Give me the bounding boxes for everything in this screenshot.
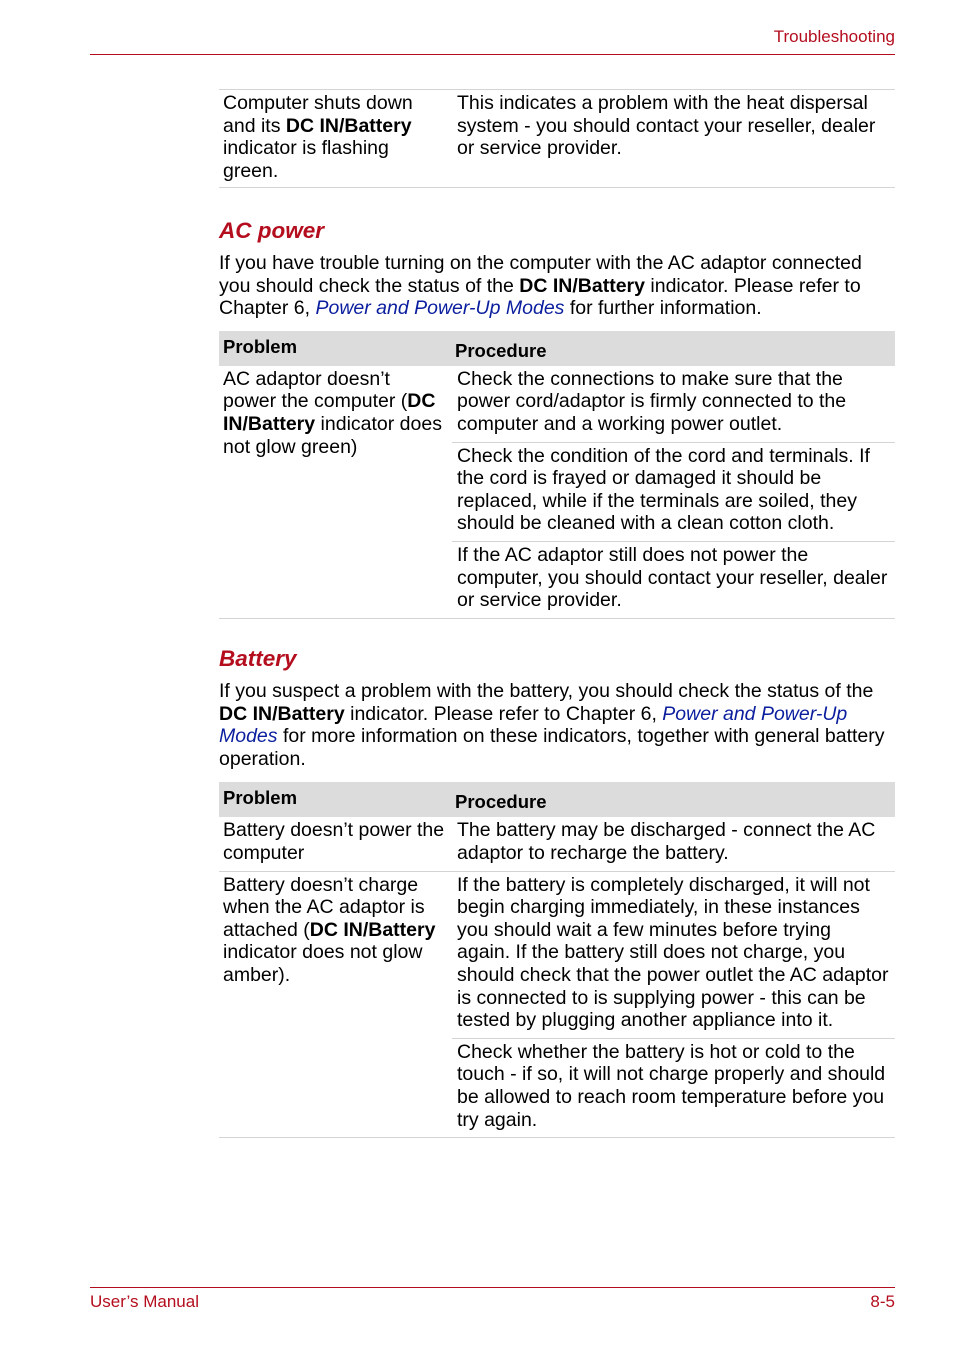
indicator-name: DC IN/Battery: [219, 702, 345, 725]
section-heading-battery: Battery: [219, 646, 297, 671]
problem-cell: [219, 90, 452, 188]
column-header-procedure: Procedure: [452, 782, 895, 817]
problem-text: indicator does not glow green): [223, 412, 442, 458]
intro-text: indicator. Please refer to Chapter 6,: [344, 702, 663, 725]
problem-cell: [219, 871, 452, 1138]
indicator-name: DC IN/Battery: [223, 390, 436, 435]
procedure-cell: Check whether the battery is hot or cold to the touch - if so, it will not charge properly and should be allowed to reach room temperature before you try again.: [452, 1038, 895, 1137]
footer-rule: [90, 1287, 895, 1288]
procedure-cell: If the battery is completely discharged, it will not begin charging immediately, in these instances you should wait a few minutes before trying again. If the battery still does not charge, you should check that the power outlet the AC adaptor is connected to is supplying power - this can be tested by plugging another appliance into it.: [457, 873, 889, 1032]
page-number: 8-5: [870, 1292, 895, 1311]
problem-text: indicator does not glow amber).: [223, 941, 423, 986]
table-header-row: [219, 331, 895, 366]
battery-table: [219, 782, 895, 1138]
table-row: [219, 871, 895, 1038]
intro-text: indicator. Please refer to Chapter 6,: [219, 274, 861, 320]
problem-text: Battery doesn’t charge when the AC adaptor is attached (: [223, 873, 425, 941]
column-header-problem: Problem: [219, 331, 452, 366]
table-row: [219, 817, 895, 871]
column-header-procedure: Procedure: [452, 331, 895, 366]
problem-text: indicator is flashing green.: [223, 137, 389, 182]
table-row: [219, 366, 895, 442]
indicator-name: DC IN/Battery: [309, 918, 436, 941]
problem-text: Computer shuts down and its: [223, 92, 413, 137]
section-heading-ac-power: AC power: [219, 218, 325, 243]
procedure-cell: Check the condition of the cord and terminals. If the cord is frayed or damaged it should be replaced, while if the terminals are soiled, they should be cleaned with a clean cotton cloth.: [452, 442, 895, 541]
footer-manual-title: User’s Manual: [90, 1292, 199, 1311]
top-table-wrap: [219, 89, 895, 188]
battery-section: [219, 646, 895, 1138]
table-row: [219, 90, 895, 188]
problem-text: AC adaptor doesn’t power the computer (: [223, 367, 408, 413]
indicator-name: DC IN/Battery: [519, 274, 645, 297]
intro-text: for more information on these indicators, together with general battery operation.: [219, 725, 885, 770]
chapter-link[interactable]: Power and Power-Up Modes: [219, 702, 848, 748]
troubleshooting-table-continued: [219, 89, 895, 188]
running-header: Troubleshooting: [773, 27, 895, 46]
problem-cell: Battery doesn’t power the computer: [219, 817, 452, 871]
ac-power-table: [219, 331, 895, 619]
problem-cell: [219, 366, 452, 618]
indicator-name: DC IN/Battery: [285, 114, 412, 137]
intro-text: for further information.: [564, 297, 762, 320]
ac-power-intro: [219, 252, 895, 320]
intro-text: If you have trouble turning on the computer with the AC adaptor connected you should check the status of the: [219, 252, 862, 297]
procedure-cell: If the AC adaptor still does not power the computer, you should contact your reseller, dealer or service provider.: [452, 541, 895, 618]
battery-intro: [219, 680, 895, 770]
procedure-cell: Check the connections to make sure that the power cord/adaptor is firmly connected to the computer and a working power outlet.: [457, 367, 847, 435]
column-header-problem: Problem: [219, 782, 452, 817]
procedure-cell: This indicates a problem with the heat dispersal system - you should contact your reseller, dealer or service provider.: [452, 90, 895, 188]
intro-text: If you suspect a problem with the battery, you should check the status of the: [219, 680, 874, 702]
chapter-link[interactable]: Power and Power-Up Modes: [315, 297, 565, 320]
ac-power-section: [219, 218, 895, 619]
header-rule: [90, 54, 895, 55]
table-header-row: [219, 782, 895, 817]
procedure-cell: The battery may be discharged - connect the AC adaptor to recharge the battery.: [452, 817, 895, 871]
